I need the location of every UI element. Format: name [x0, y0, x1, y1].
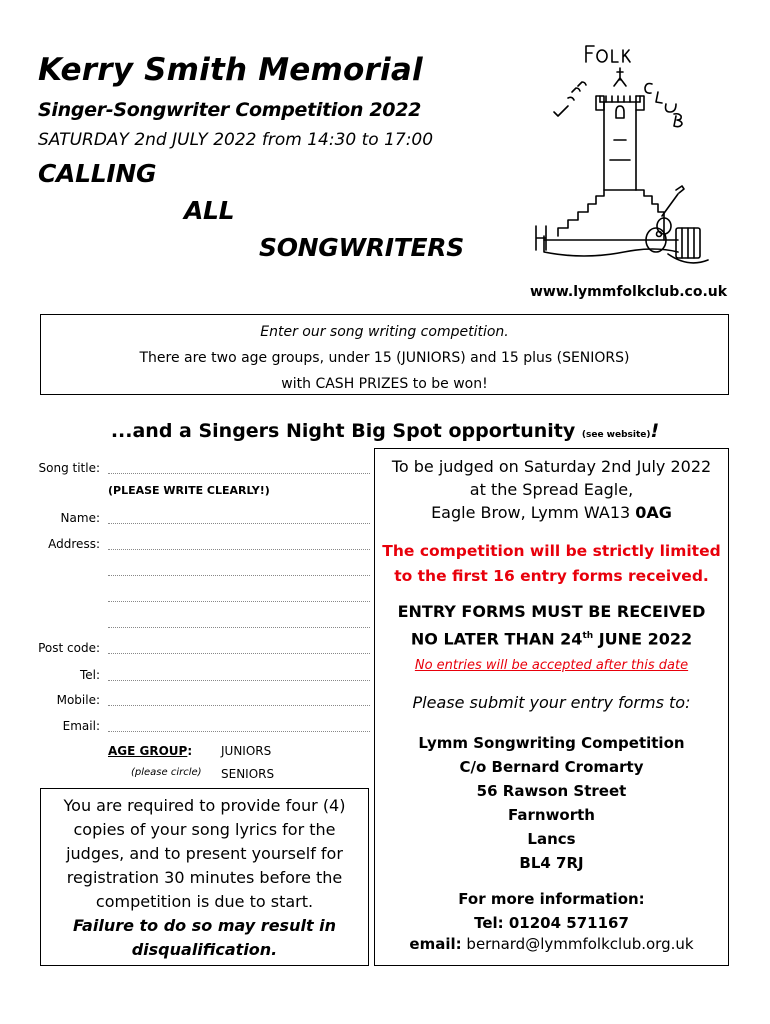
address-field-2[interactable] — [108, 575, 370, 576]
address-field-3[interactable] — [108, 601, 370, 602]
write-clearly-note: (PLEASE WRITE CLEARLY!) — [108, 484, 270, 497]
age-group-label: AGE GROUP: — [108, 744, 193, 758]
judging-line-2: at the Spread Eagle, — [469, 480, 634, 499]
tel-field[interactable] — [108, 680, 370, 681]
song-title-label: Song title: — [38, 461, 100, 475]
info-box — [374, 448, 729, 966]
contact-phone: Tel: 01204 571167 — [474, 914, 629, 932]
submit-instructions: Please submit your entry forms to: — [412, 693, 691, 712]
judging-details — [375, 455, 728, 524]
mobile-label: Mobile: — [56, 693, 100, 707]
big-spot-heading — [0, 420, 770, 442]
limited-entries-notice: The competition will be strictly limited to the first 16 entry forms received. — [382, 542, 721, 585]
tel-label: Tel: — [79, 668, 100, 682]
no-late-entries-notice: No entries will be accepted after this date — [414, 658, 689, 673]
judging-line-3: Eagle Brow, Lymm WA13 0AG — [431, 503, 672, 522]
intro-line-1: Enter our song writing competition. — [260, 324, 509, 340]
requirements-line-1: You are required to provide four (4) — [63, 796, 346, 815]
song-title-field[interactable] — [108, 473, 370, 474]
page-subtitle: Singer-Songwriter Competition 2022 — [38, 99, 422, 121]
more-information: For more information: Tel: 01204 571167 — [375, 887, 728, 935]
requirements-warning-2: disqualification. — [131, 940, 278, 959]
requirements-line-5: competition is due to start. — [95, 892, 314, 911]
requirements-line-3: judges, and to present yourself for — [66, 844, 343, 863]
big-spot-exclaim: ! — [650, 420, 660, 442]
address-field-1[interactable] — [108, 549, 370, 550]
intro-box — [40, 314, 729, 395]
deadline-notice: ENTRY FORMS MUST BE RECEIVED NO LATER THAN 24th JUNE 2022 — [397, 602, 706, 649]
email-link[interactable]: bernard@lymmfolkclub.org.uk — [466, 935, 694, 953]
mobile-field[interactable] — [108, 705, 370, 706]
address-label: Address: — [48, 537, 100, 551]
judging-line-1: To be judged on Saturday 2nd July 2022 — [391, 457, 712, 476]
page-title: Kerry Smith Memorial — [38, 52, 423, 88]
postal-address: Lymm Songwriting Competition C/o Bernard Cromarty 56 Rawson Street Farnworth Lancs BL4 7RJ — [418, 734, 685, 872]
email-label: Email: — [62, 719, 100, 733]
calling-heading: CALLING — [38, 159, 157, 188]
big-spot-text: ...and a Singers Night Big Spot opportunity — [110, 420, 576, 442]
name-label: Name: — [60, 511, 100, 525]
intro-line-2: There are two age groups, under 15 (JUNIORS) and 15 plus (SENIORS) — [139, 350, 630, 366]
email-field[interactable] — [108, 731, 370, 732]
seniors-option[interactable]: SENIORS — [221, 767, 275, 781]
contact-email: email: bernard@lymmfolkclub.org.uk — [409, 935, 694, 953]
postcode-field[interactable] — [108, 653, 370, 654]
big-spot-note: (see website) — [581, 430, 651, 440]
requirements-line-2: copies of your song lyrics for the — [73, 820, 336, 839]
name-field[interactable] — [108, 523, 370, 524]
juniors-option[interactable]: JUNIORS — [221, 744, 272, 758]
website-link[interactable]: www.lymmfolkclub.co.uk — [530, 284, 728, 300]
folk-club-church-logo-icon — [528, 40, 720, 272]
postcode-label: Post code: — [38, 641, 100, 655]
requirements-warning-1: Failure to do so may result in — [72, 916, 337, 935]
requirements-box — [40, 788, 369, 966]
all-heading: ALL — [184, 196, 235, 225]
songwriters-heading: SONGWRITERS — [259, 233, 464, 262]
address-field-4[interactable] — [108, 627, 370, 628]
event-date: SATURDAY 2nd JULY 2022 from 14:30 to 17:00 — [38, 130, 434, 150]
requirements-line-4: registration 30 minutes before the — [66, 868, 343, 887]
please-circle-note: (please circle) — [131, 767, 202, 778]
intro-line-3: with CASH PRIZES to be won! — [281, 376, 488, 392]
